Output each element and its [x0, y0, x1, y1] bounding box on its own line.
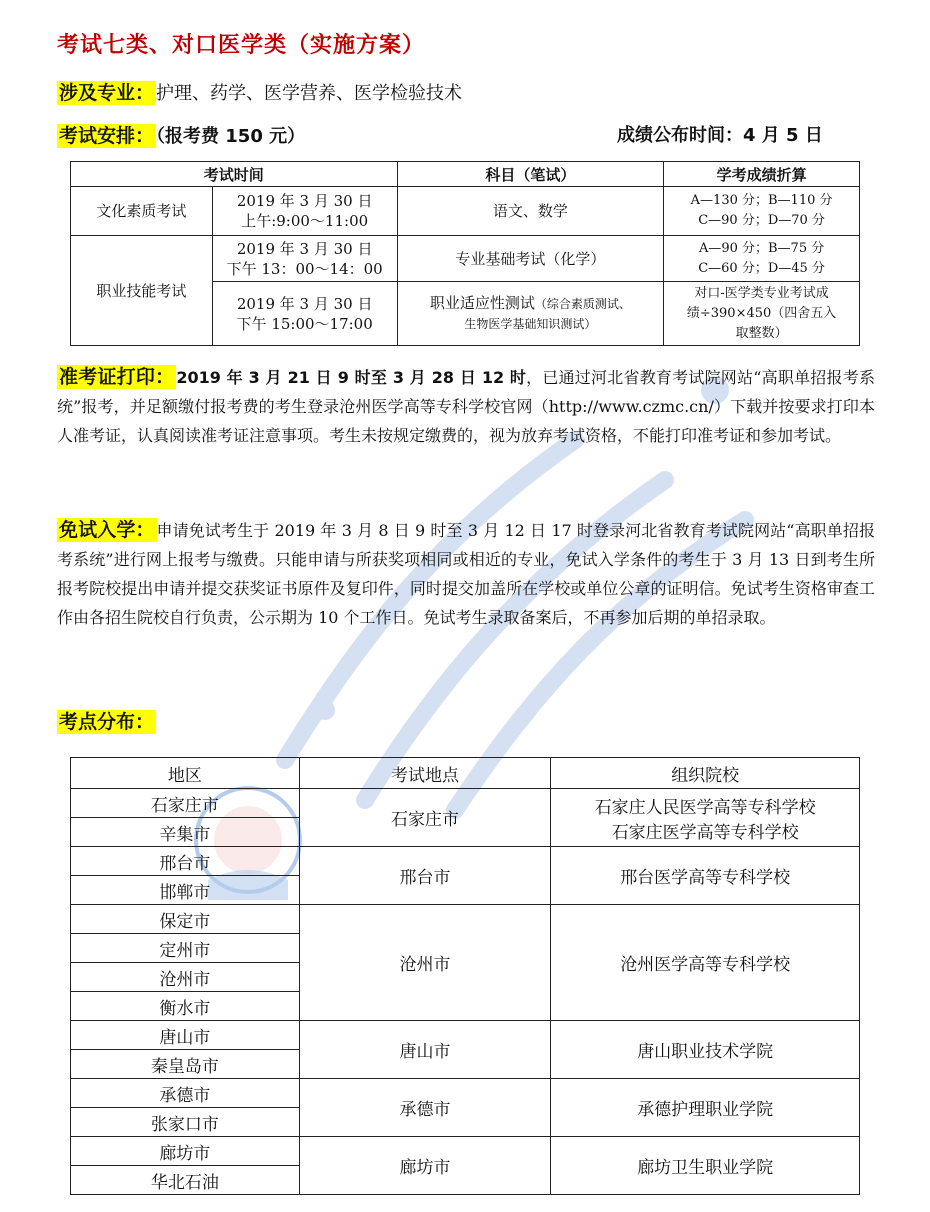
score-conversion-cell: [664, 282, 860, 346]
exam-date: 2019 年 3 月 30 日: [236, 239, 373, 258]
exam-subject-cell: [397, 282, 664, 346]
score-conversion-cell: [664, 187, 860, 236]
arrangement-fee: （报考费 150 元）: [156, 126, 306, 147]
region-cell: 邢台市: [71, 847, 300, 876]
majors-label: 涉及专业：: [59, 82, 155, 104]
result-date-line: [617, 121, 823, 147]
region-cell: 石家庄市: [71, 789, 300, 818]
arrangement-line: [57, 121, 305, 148]
region-cell: 保定市: [71, 905, 300, 934]
exam-time-range: 下午 13：00～14：00: [226, 259, 383, 278]
sites-label: 考点分布：: [59, 711, 155, 733]
exam-subject-note: （综合素质测试、: [534, 297, 631, 311]
table-header-cell: 学考成绩折算: [664, 162, 860, 187]
table-row: [71, 789, 860, 818]
table-header-cell: 组织院校: [551, 758, 860, 789]
exam-type-cell: 职业技能考试: [71, 236, 213, 346]
school-cell: 承德护理职业学院: [551, 1079, 860, 1137]
exam-subject-cell: 专业基础考试（化学）: [397, 236, 664, 282]
exam-time-range: 上午:9:00～11:00: [241, 212, 369, 230]
exam-time-cell: [212, 282, 397, 346]
sites-heading: [57, 707, 156, 734]
exam-time-cell: [212, 187, 397, 236]
majors-value: 护理、药学、医学营养、医学检验技术: [156, 83, 463, 104]
region-cell: 衡水市: [71, 992, 300, 1021]
table-header-cell: 考试地点: [299, 758, 551, 789]
table-row: [71, 1137, 860, 1166]
table-row: [71, 905, 860, 934]
admission-label: 准考证打印：: [59, 366, 175, 388]
school-name: 石家庄人民医学高等专科学校: [594, 797, 816, 818]
score-line: A—130 分；B—110 分: [690, 193, 833, 208]
exam-type-cell: 文化素质考试: [71, 187, 213, 236]
region-cell: 承德市: [71, 1079, 300, 1108]
score-conversion-cell: [664, 236, 860, 282]
exam-sites-table: [70, 757, 860, 1195]
region-cell: 华北石油: [71, 1166, 300, 1195]
arrangement-label: 考试安排：: [59, 125, 155, 147]
region-cell: 邯郸市: [71, 876, 300, 905]
exam-place-cell: 唐山市: [299, 1021, 551, 1079]
region-cell: 沧州市: [71, 963, 300, 992]
region-cell: 张家口市: [71, 1108, 300, 1137]
page-title: 考试七类、对口医学类（实施方案）: [57, 33, 426, 58]
region-cell: 唐山市: [71, 1021, 300, 1050]
score-line: 取整数）: [735, 325, 788, 341]
exempt-paragraph: [57, 516, 875, 632]
exam-date: 2019 年 3 月 30 日: [236, 192, 373, 210]
table-header-cell: 考试时间: [71, 162, 398, 187]
exam-subject-note2: 生物医学基础知识测试）: [464, 317, 597, 331]
exam-schedule-table: [70, 161, 860, 346]
table-row: [71, 847, 860, 876]
exam-subject-cell: 语文、数学: [397, 187, 664, 236]
region-cell: 廊坊市: [71, 1137, 300, 1166]
exam-place-cell: 廊坊市: [299, 1137, 551, 1195]
exam-place-cell: 沧州市: [299, 905, 551, 1021]
table-row: [71, 236, 860, 282]
score-line: C—60 分；D—45 分: [698, 260, 825, 276]
table-row: [71, 1079, 860, 1108]
exam-place-cell: 石家庄市: [299, 789, 551, 847]
score-line: 绩÷390×450（四舍五入: [686, 305, 837, 321]
admission-text: ，已通过河北省教育考试院网站“高职单招报考系统”报考，并足额缴付报考费的考生登录沧州医学高等专科学校官网（http://www.czmc.cn/）下载并按要求打印本人准考证，认真阅读准考证注意事项。考生未按规定缴费的，视为放弃考试资格，不能打印准考证和参加考试。: [57, 368, 875, 445]
table-row: [71, 187, 860, 236]
exam-place-cell: 承德市: [299, 1079, 551, 1137]
result-date-label: 成绩公布时间：: [617, 125, 743, 146]
exam-date: 2019 年 3 月 30 日: [236, 294, 373, 313]
exempt-text: 申请免试考生于 2019 年 3 月 8 日 9 时至 3 月 12 日 17 时登录河北省教育考试院网站“高职单招报考系统”进行网上报考与缴费。只能申请与所获奖项相同或相近的专业，免试入学条件的考生于 3 月 13 日到考生所报考院校提出申请并提交获奖证书原件及复印件，同时提交加盖所在学校或单位公章的证明信。免试考生资格审查工作由各招生院校自行负责，公示期为 10 个工作日。免试考生录取备案后，不再参加后期的单招录取。: [57, 521, 875, 627]
school-cell: 唐山职业技术学院: [551, 1021, 860, 1079]
table-header-row: [71, 162, 860, 187]
table-header-cell: 科目（笔试）: [397, 162, 664, 187]
school-name: 石家庄医学高等专科学校: [611, 822, 799, 843]
result-date-value: 4 月 5 日: [743, 125, 823, 146]
exam-time-range: 下午 15:00～17:00: [236, 314, 373, 333]
table-header-cell: 地区: [71, 758, 300, 789]
score-line: C—90 分；D—70 分: [698, 213, 825, 228]
school-cell: 沧州医学高等专科学校: [551, 905, 860, 1021]
school-cell: 廊坊卫生职业学院: [551, 1137, 860, 1195]
score-line: 对口-医学类专业考试成: [694, 285, 829, 301]
table-row: [71, 1021, 860, 1050]
admission-period: 2019 年 3 月 21 日 9 时至 3 月 28 日 12 时: [176, 368, 527, 387]
school-cell: [551, 789, 860, 847]
region-cell: 秦皇岛市: [71, 1050, 300, 1079]
admission-paragraph: [57, 363, 875, 450]
table-header-row: [71, 758, 860, 789]
region-cell: 辛集市: [71, 818, 300, 847]
exempt-label: 免试入学：: [59, 519, 155, 541]
exam-subject: 职业适应性测试: [429, 294, 535, 312]
exam-place-cell: 邢台市: [299, 847, 551, 905]
score-line: A—90 分；B—75 分: [698, 240, 825, 256]
region-cell: 定州市: [71, 934, 300, 963]
exam-time-cell: [212, 236, 397, 282]
school-cell: 邢台医学高等专科学校: [551, 847, 860, 905]
majors-line: [57, 78, 462, 105]
